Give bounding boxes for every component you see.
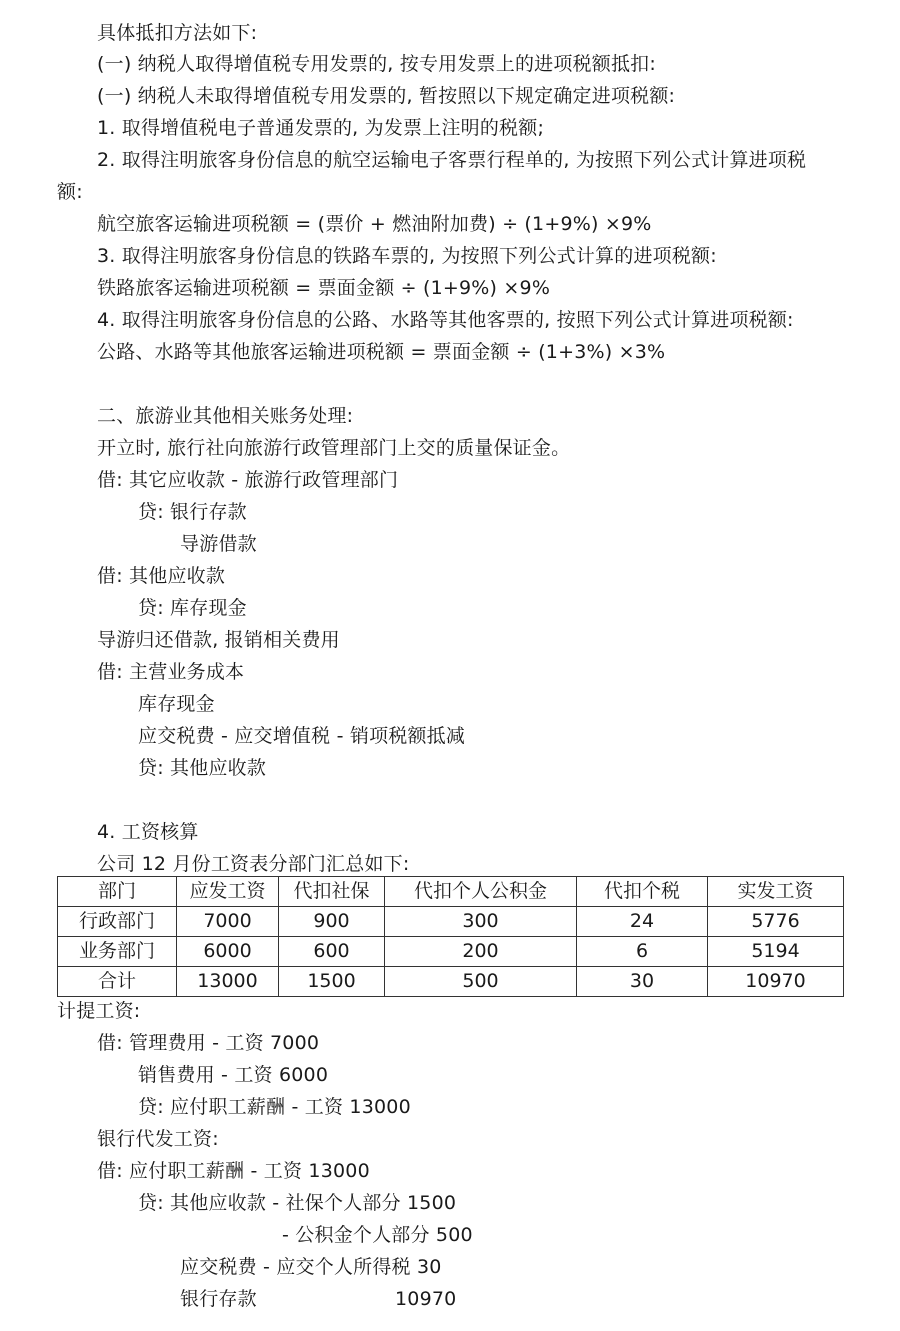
text-line: 额: — [57, 181, 83, 203]
text-line: 计提工资: — [57, 1000, 141, 1022]
table-cell: 5776 — [708, 907, 844, 937]
table-row — [58, 907, 844, 937]
section-heading: 4. 工资核算 — [97, 821, 199, 843]
journal-credit: 银行存款 — [180, 1288, 257, 1310]
table-row — [58, 937, 844, 967]
table-cell: 600 — [279, 937, 385, 967]
table-cell: 5194 — [708, 937, 844, 967]
table-cell: 200 — [385, 937, 577, 967]
formula-line: 航空旅客运输进项税额 = (票价 + 燃油附加费) ÷ (1+9%) ×9% — [97, 213, 652, 235]
text-line: 3. 取得注明旅客身份信息的铁路车票的, 为按照下列公式计算的进项税额: — [97, 245, 717, 267]
text-line: 4. 取得注明旅客身份信息的公路、水路等其他客票的, 按照下列公式计算进项税额: — [97, 309, 794, 331]
table-cell: 1500 — [279, 967, 385, 997]
text-line: 具体抵扣方法如下: — [97, 22, 258, 44]
text-line: 导游归还借款, 报销相关费用 — [97, 629, 340, 651]
table-cell: 6000 — [177, 937, 279, 967]
journal-debit: 销售费用 - 工资 6000 — [138, 1064, 329, 1086]
table-cell: 合计 — [58, 967, 177, 997]
text-line: 1. 取得增值税电子普通发票的, 为发票上注明的税额; — [97, 117, 545, 139]
text-line: 银行代发工资: — [97, 1128, 219, 1150]
text-line: 2. 取得注明旅客身份信息的航空运输电子客票行程单的, 为按照下列公式计算进项税 — [97, 149, 807, 171]
salary-table — [57, 876, 844, 997]
table-cell: 30 — [577, 967, 708, 997]
journal-credit: 贷: 其他应收款 - 社保个人部分 1500 — [138, 1192, 457, 1214]
table-cell: 行政部门 — [58, 907, 177, 937]
journal-debit: 借: 其他应收款 — [97, 565, 226, 587]
text-line: 开立时, 旅行社向旅游行政管理部门上交的质量保证金。 — [97, 437, 571, 459]
table-cell: 900 — [279, 907, 385, 937]
journal-credit: 贷: 银行存款 — [138, 501, 247, 523]
table-cell: 500 — [385, 967, 577, 997]
table-header-row — [58, 877, 844, 907]
journal-credit: 贷: 应付职工薪酬 - 工资 13000 — [138, 1096, 411, 1118]
table-total-row — [58, 967, 844, 997]
journal-debit: 库存现金 — [138, 693, 215, 715]
table-cell: 7000 — [177, 907, 279, 937]
table-cell: 13000 — [177, 967, 279, 997]
table-cell: 6 — [577, 937, 708, 967]
text-line: (一) 纳税人取得增值税专用发票的, 按专用发票上的进项税额抵扣: — [97, 53, 656, 75]
section-heading: 二、旅游业其他相关账务处理: — [97, 405, 354, 427]
column-header: 代扣社保 — [279, 877, 385, 907]
journal-credit: 贷: 库存现金 — [138, 597, 247, 619]
journal-credit: 应交税费 - 应交个人所得税 30 — [180, 1256, 442, 1278]
journal-debit: 应交税费 - 应交增值税 - 销项税额抵减 — [138, 725, 466, 747]
table-cell: 300 — [385, 907, 577, 937]
table-cell: 业务部门 — [58, 937, 177, 967]
formula-line: 铁路旅客运输进项税额 = 票面金额 ÷ (1+9%) ×9% — [97, 277, 551, 299]
amount-value: 10970 — [395, 1288, 457, 1310]
journal-debit: 借: 其它应收款 - 旅游行政管理部门 — [97, 469, 399, 491]
journal-debit: 借: 主营业务成本 — [97, 661, 245, 683]
column-header: 代扣个税 — [577, 877, 708, 907]
formula-line: 公路、水路等其他旅客运输进项税额 = 票面金额 ÷ (1+3%) ×3% — [97, 341, 666, 363]
journal-debit: 借: 应付职工薪酬 - 工资 13000 — [97, 1160, 370, 1182]
text-line: (一) 纳税人未取得增值税专用发票的, 暂按照以下规定确定进项税额: — [97, 85, 676, 107]
column-header: 实发工资 — [708, 877, 844, 907]
column-header: 应发工资 — [177, 877, 279, 907]
journal-credit: 导游借款 — [180, 533, 257, 555]
table-cell: 24 — [577, 907, 708, 937]
text-line: 公司 12 月份工资表分部门汇总如下: — [97, 853, 410, 875]
journal-credit: - 公积金个人部分 500 — [282, 1224, 473, 1246]
column-header: 部门 — [58, 877, 177, 907]
column-header: 代扣个人公积金 — [385, 877, 577, 907]
journal-debit: 借: 管理费用 - 工资 7000 — [97, 1032, 320, 1054]
table-cell: 10970 — [708, 967, 844, 997]
journal-credit: 贷: 其他应收款 — [138, 757, 267, 779]
